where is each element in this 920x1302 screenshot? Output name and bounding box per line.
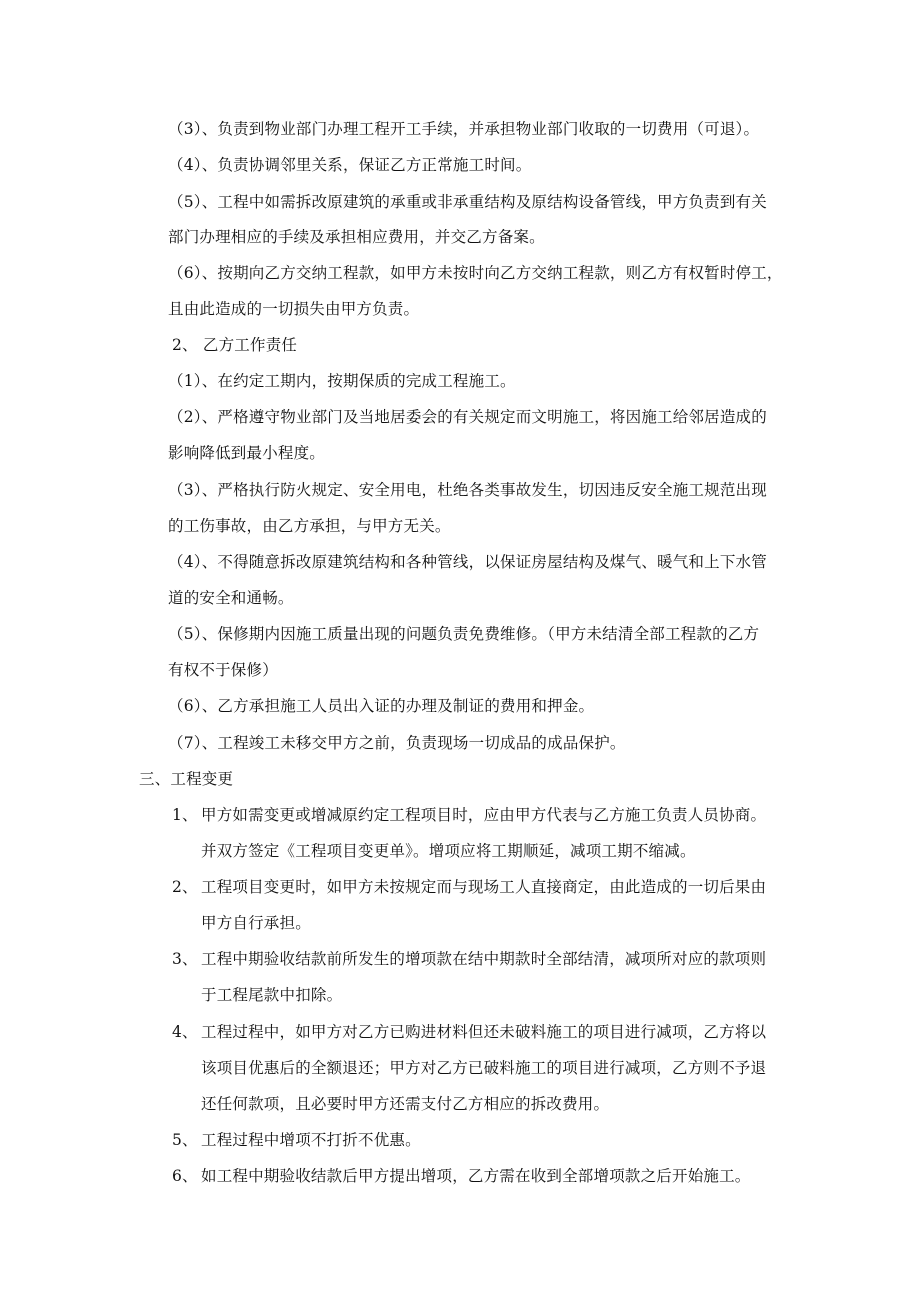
party-b-item-3-line-2: 的工伤事故，由乙方承担，与甲方无关。 xyxy=(168,517,451,535)
party-a-item-6-line-1: （6）、按期向乙方交纳工程款，如甲方未按时向乙方交纳工程款，则乙方有权暂时停工， xyxy=(168,264,783,282)
section-3-item-1-line-2: 并双方签定《工程项目变更单》。增项应将工期顺延，减项工期不缩减。 xyxy=(201,842,696,860)
party-a-item-5-line-1: （5）、工程中如需拆改原建筑的承重或非承重结构及原结构设备管线，甲方负责到有关 xyxy=(168,193,767,211)
section-3-item-6-number: 6、 xyxy=(172,1167,198,1185)
party-b-item-5-line-2: 有权不于保修） xyxy=(168,661,278,679)
party-b-item-4-line-2: 道的安全和通畅。 xyxy=(168,589,294,607)
party-b-item-3-line-1: （3）、严格执行防火规定、安全用电，杜绝各类事故发生，切因违反安全施工规范出现 xyxy=(168,481,767,499)
section-3-item-1-line-1: 甲方如需变更或增减原约定工程项目时，应由甲方代表与乙方施工负责人员协商。 xyxy=(201,806,767,824)
party-b-item-2-line-1: （2）、严格遵守物业部门及当地居委会的有关规定而文明施工，将因施工给邻居造成的 xyxy=(168,408,767,426)
party-b-item-6: （6）、乙方承担施工人员出入证的办理及制证的费用和押金。 xyxy=(168,697,595,715)
party-b-item-1: （1）、在约定工期内，按期保质的完成工程施工。 xyxy=(168,372,516,390)
party-b-item-4-line-1: （4）、不得随意拆改原建筑结构和各种管线，以保证房屋结构及煤气、暖气和上下水管 xyxy=(168,553,767,571)
section-3-item-4-line-2: 该项目优惠后的全额退还；甲方对乙方已破料施工的项目进行减项，乙方则不予退 xyxy=(201,1059,767,1077)
party-a-item-4-text: （4）、负责协调邻里关系，保证乙方正常施工时间。 xyxy=(168,156,532,174)
section-3-item-5-line-1: 工程过程中增项不打折不优惠。 xyxy=(201,1131,421,1149)
section-3-item-3-line-1: 工程中期验收结款前所发生的增项款在结中期款时全部结清，减项所对应的款项则 xyxy=(201,950,767,968)
section-3-item-3-line-2: 于工程尾款中扣除。 xyxy=(201,986,343,1004)
section-3-item-4-line-3: 还任何款项，且必要时甲方还需支付乙方相应的拆改费用。 xyxy=(201,1095,610,1113)
party-b-item-7: （7）、工程竣工未移交甲方之前，负责现场一切成品的成品保护。 xyxy=(168,734,626,752)
section-3-item-2-line-1: 工程项目变更时，如甲方未按规定而与现场工人直接商定，由此造成的一切后果由 xyxy=(201,878,767,896)
section-3-item-4-number: 4、 xyxy=(172,1023,198,1041)
section-3-item-6-line-1: 如工程中期验收结款后甲方提出增项，乙方需在收到全部增项款之后开始施工。 xyxy=(201,1167,751,1185)
section-3-item-5-number: 5、 xyxy=(172,1131,198,1149)
party-a-item-5-line-2: 部门办理相应的手续及承担相应费用，并交乙方备案。 xyxy=(168,228,545,246)
section-3-item-1-number: 1、 xyxy=(172,806,198,824)
party-a-item-6-line-2: 且由此造成的一切损失由甲方负责。 xyxy=(168,300,420,318)
party-b-item-5-line-1: （5）、保修期内因施工质量出现的问题负责免费维修。（甲方未结清全部工程款的乙方 xyxy=(168,625,760,643)
section-3-item-3-number: 3、 xyxy=(172,950,198,968)
section-3-item-2-number: 2、 xyxy=(172,878,198,896)
party-b-item-2-line-2: 影响降低到最小程度。 xyxy=(168,444,326,462)
section-3-item-2-line-2: 甲方自行承担。 xyxy=(201,914,311,932)
party-b-heading: 2、 乙方工作责任 xyxy=(172,336,298,354)
section-3-heading: 三、工程变更 xyxy=(139,770,234,788)
section-3-item-4-line-1: 工程过程中，如甲方对乙方已购进材料但还未破料施工的项目进行减项，乙方将以 xyxy=(201,1023,767,1041)
party-a-item-3-text: （3）、负责到物业部门办理工程开工手续，并承担物业部门收取的一切费用（可退）。 xyxy=(168,120,760,138)
